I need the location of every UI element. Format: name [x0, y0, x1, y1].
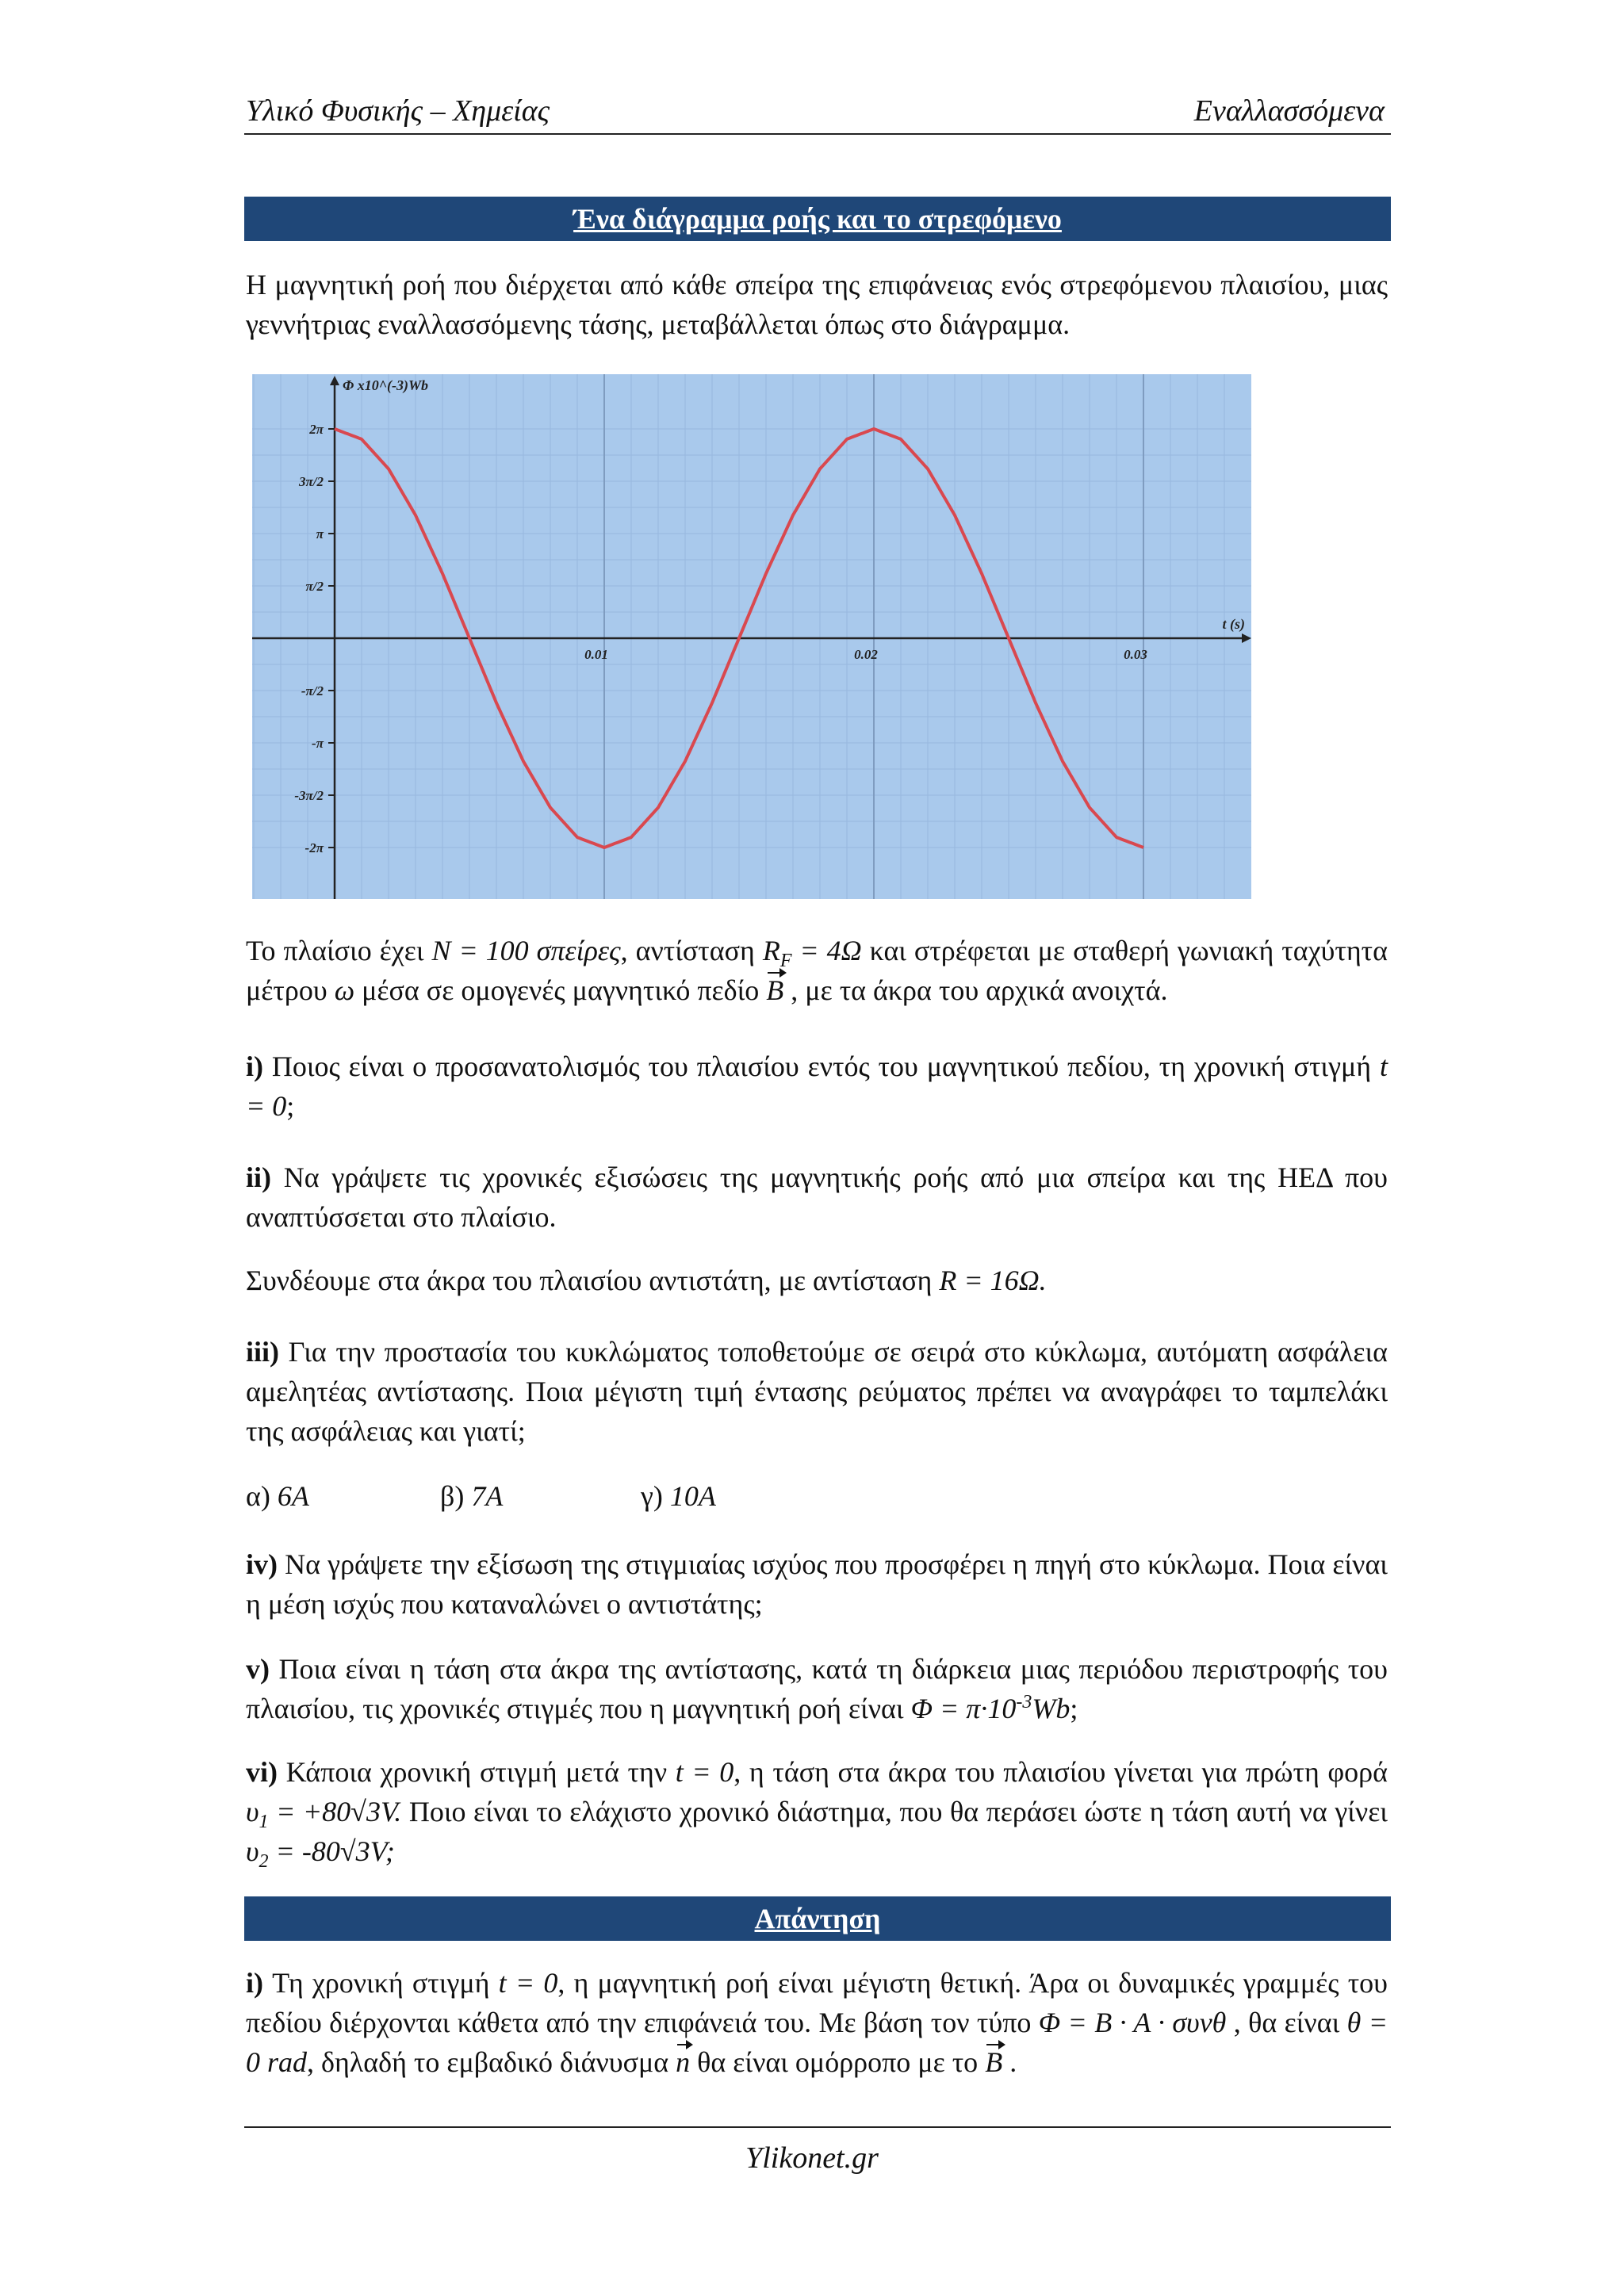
question-vi [246, 1752, 1388, 1871]
answer-text: , [1226, 2007, 1241, 2038]
question-text: Ποια είναι η τάση στα άκρα της αντίστασης, κατά τη διάρκεια μιας περιόδου περιστροφής του πλαισίου, τις χρονικές στιγμές που η μαγνητική ροή είναι [246, 1653, 1388, 1724]
p1-text: Το πλαίσιο έχει [246, 935, 432, 966]
option-label: β) [440, 1480, 472, 1512]
question-label: i) [246, 1050, 263, 1082]
voltage-value: = +80√3V. [268, 1796, 402, 1827]
voltage-sub: 1 [259, 1812, 269, 1833]
time-zero: t = 0 [675, 1756, 734, 1788]
vector-b: B [985, 2042, 1002, 2082]
option-a [246, 1476, 309, 1516]
flux-exponent: -3 [1016, 1692, 1032, 1712]
option-c [641, 1476, 716, 1516]
answer-text: Τη χρονική στιγμή [263, 1967, 499, 1999]
flux-unit: Wb [1032, 1693, 1071, 1724]
question-text: ; [286, 1090, 295, 1122]
option-value: 7A [471, 1480, 504, 1512]
theta-value: θ = 0 rad [246, 2007, 1388, 2078]
p1-omega: ω [334, 974, 355, 1006]
vector-b: B [766, 970, 783, 1010]
answer-text: θα είναι ομόρροπο με το [690, 2046, 986, 2078]
paragraph-text: Συνδέουμε στα άκρα του πλαισίου αντιστάτη, με αντίσταση [246, 1265, 940, 1296]
option-label: γ) [641, 1480, 670, 1512]
answer-label: i) [246, 1967, 263, 1999]
resistor-value: R = 16Ω. [939, 1265, 1047, 1296]
question-text: Για την προστασία του κυκλώματος τοποθετούμε σε σειρά στο κύκλωμα, αυτόματη ασφάλεια αμελητέας αντίστασης. Ποια μέγιστη τιμή έντασης ρεύματος πρέπει να αναγράφει το ταμπελάκι της ασφάλειας και γιατί; [246, 1336, 1388, 1447]
question-iv [246, 1544, 1388, 1624]
question-label: v) [246, 1653, 270, 1685]
voltage-symbol: υ [246, 1796, 259, 1827]
question-text: , η τάση στα άκρα του πλαισίου γίνεται για πρώτη φορά [733, 1756, 1388, 1788]
resistor-paragraph [246, 1261, 1388, 1300]
p1-resistance-value: = 4Ω [791, 935, 862, 966]
answer-text: θα είναι [1248, 2007, 1347, 2038]
x-tick-label: 0.01 [584, 647, 608, 662]
y-tick-label: -π/2 [301, 683, 324, 699]
question-text: Να γράψετε τις χρονικές εξισώσεις της μαγνητικής ροής από μια σπείρα και της ΗΕΔ που αναπτύσσεται στο πλαίσιο. [246, 1161, 1388, 1233]
answer-text: , η μαγνητική ροή είναι μέγιστη θετική. Άρα οι δυναμικές γραμμές του πεδίου διέρχονται κάθετα από την επιφάνειά του. Με βάση τον τύπο [246, 1967, 1388, 2038]
time-zero: t = 0 [498, 1967, 558, 1999]
voltage-symbol: υ [246, 1835, 259, 1867]
y-tick-label: 3π/2 [298, 474, 324, 490]
time-zero: t = 0 [246, 1050, 1388, 1122]
question-ii [246, 1158, 1388, 1237]
voltage-sub: 2 [259, 1851, 269, 1873]
y-tick-label: π/2 [305, 578, 324, 594]
frame-paragraph [246, 931, 1388, 1010]
question-i [246, 1047, 1388, 1126]
answer-title: Απάντηση [244, 1896, 1391, 1941]
x-tick-label: 0.03 [1124, 647, 1147, 662]
y-tick-label: -2π [304, 840, 324, 855]
answer-i [246, 1963, 1388, 2082]
option-value: 10A [669, 1480, 716, 1512]
y-axis-label: Φ x10^(-3)Wb [343, 377, 428, 393]
flux-chart [252, 374, 1251, 899]
y-tick-label: -π [312, 736, 324, 752]
vector-n: n [676, 2042, 690, 2082]
x-axis-label: t (s) [1222, 616, 1245, 632]
question-v [246, 1649, 1388, 1728]
p1-text: , με τα άκρα του αρχικά ανοιχτά. [783, 974, 1168, 1006]
question-text: Ποιος είναι ο προσανατολισμός του πλαισίου εντός του μαγνητικού πεδίου, τη χρονική στιγμή [263, 1050, 1380, 1082]
header-left: Υλικό Φυσικής – Χημείας [246, 94, 550, 128]
question-text: ; [1070, 1693, 1078, 1724]
question-label: iii) [246, 1336, 279, 1368]
p1-text: , αντίσταση [620, 935, 763, 966]
y-tick-label: -3π/2 [294, 787, 324, 803]
question-label: vi) [246, 1756, 278, 1788]
question-text: Κάποια χρονική στιγμή μετά την [278, 1756, 676, 1788]
p1-resistance-sub: F [779, 951, 792, 972]
p1-turns: N = 100 σπείρες [431, 935, 621, 966]
p1-text: και στρέφεται με σταθερή γωνιακή ταχύτητα μέτρου [246, 935, 1388, 1006]
header-rule [244, 133, 1391, 135]
voltage-value: = -80√3V; [268, 1835, 395, 1867]
question-label: iv) [246, 1548, 278, 1580]
header-right: Εναλλασσόμενα [1193, 94, 1385, 128]
x-tick-label: 0.02 [854, 647, 878, 662]
footer-rule [244, 2126, 1391, 2128]
question-text: Ποιο είναι το ελάχιστο χρονικό διάστημα, που θα περάσει ώστε η τάση αυτή να γίνει [401, 1796, 1388, 1827]
y-tick-label: π [316, 526, 324, 541]
flux-formula: Φ = B · A · συνθ [1038, 2007, 1227, 2038]
option-b [440, 1476, 503, 1516]
section-title: Ένα διάγραμμα ροής και το στρεφόμενο [244, 197, 1391, 241]
answer-text: , δηλαδή το εμβαδικό διάνυσμα [307, 2046, 676, 2078]
intro-paragraph: Η μαγνητική ροή που διέρχεται από κάθε σπείρα της επιφάνειας ενός στρεφόμενου πλαισίου, μιας γεννήτριας εναλλασσόμενης τάσης, μεταβάλλεται όπως στο διάγραμμα. [246, 269, 1388, 340]
answer-text: . [1002, 2046, 1017, 2078]
question-iii [246, 1332, 1388, 1451]
flux-value: Φ = π·10 [910, 1693, 1017, 1724]
p1-resistance-symbol: R [762, 935, 780, 966]
footer: Ylikonet.gr [745, 2141, 879, 2175]
p1-text: μέσα σε ομογενές μαγνητικό πεδίο [354, 974, 767, 1006]
y-tick-label: 2π [309, 422, 324, 437]
option-label: α) [246, 1480, 278, 1512]
question-text: Να γράψετε την εξίσωση της στιγμιαίας ισχύος που προσφέρει η πηγή στο κύκλωμα. Ποια είναι η μέση ισχύς που καταναλώνει ο αντιστάτης; [246, 1548, 1388, 1620]
option-value: 6A [277, 1480, 309, 1512]
question-label: ii) [246, 1161, 271, 1193]
